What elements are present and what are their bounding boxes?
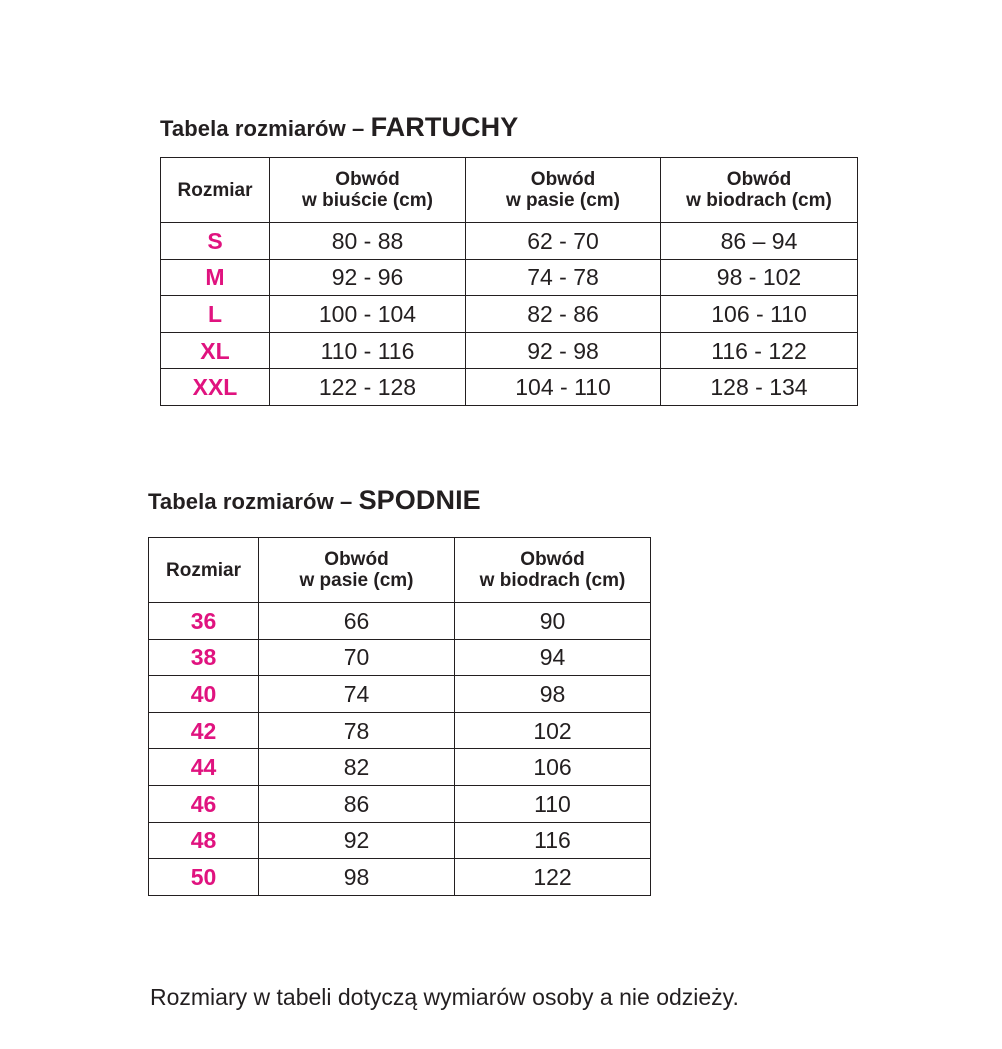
column-header-line1: Obwód [726, 169, 792, 190]
table-row [161, 332, 858, 369]
column-header [466, 158, 661, 223]
measurement-cell: 74 - 78 [466, 259, 661, 296]
table-row [149, 639, 651, 676]
column-header-line2: w biuście (cm) [302, 190, 433, 211]
column-header-line1: Obwód [324, 549, 389, 570]
column-header-line2: w biodrach (cm) [479, 570, 626, 591]
spodnie-size-table [148, 537, 651, 896]
size-label: 42 [149, 712, 259, 749]
measurement-cell: 116 [455, 822, 651, 859]
measurement-cell: 122 - 128 [270, 369, 466, 406]
size-label: S [161, 223, 270, 260]
spodnie-title-prefix: Tabela rozmiarów – [148, 489, 359, 514]
measurement-cell: 90 [455, 603, 651, 640]
size-label: XL [161, 332, 270, 369]
column-header-line1: Rozmiar [166, 559, 241, 581]
fartuchy-title-prefix: Tabela rozmiarów – [160, 116, 371, 141]
measurement-cell: 104 - 110 [466, 369, 661, 406]
measurement-cell: 98 - 102 [661, 259, 858, 296]
measurement-cell: 106 [455, 749, 651, 786]
measurement-cell: 92 - 96 [270, 259, 466, 296]
fartuchy-title-name: FARTUCHY [370, 112, 519, 142]
measurement-cell: 86 – 94 [661, 223, 858, 260]
table-row [161, 223, 858, 260]
measurement-cell: 116 - 122 [661, 332, 858, 369]
size-label: 38 [149, 639, 259, 676]
table-row [149, 603, 651, 640]
measurement-cell: 110 [455, 785, 651, 822]
size-label: 44 [149, 749, 259, 786]
fartuchy-table-title [160, 112, 518, 144]
header-row [161, 158, 858, 223]
measurement-cell: 66 [259, 603, 455, 640]
table-row [161, 296, 858, 333]
column-header-line2: w pasie (cm) [505, 190, 621, 211]
measurement-cell: 128 - 134 [661, 369, 858, 406]
table-row [149, 749, 651, 786]
size-label: 46 [149, 785, 259, 822]
table-row [149, 712, 651, 749]
size-label: XXL [161, 369, 270, 406]
measurement-cell: 86 [259, 785, 455, 822]
measurement-cell: 106 - 110 [661, 296, 858, 333]
column-header-line1: Obwód [520, 549, 585, 570]
measurement-cell: 122 [455, 859, 651, 896]
size-label: 40 [149, 676, 259, 713]
column-header-line1: Obwód [335, 169, 400, 190]
header-row [149, 538, 651, 603]
measurement-cell: 110 - 116 [270, 332, 466, 369]
measurement-cell: 100 - 104 [270, 296, 466, 333]
column-header [661, 158, 858, 223]
size-label: 48 [149, 822, 259, 859]
measurement-cell: 94 [455, 639, 651, 676]
column-header [149, 538, 259, 603]
measurement-cell: 62 - 70 [466, 223, 661, 260]
spodnie-table-title [148, 485, 481, 517]
measurement-cell: 74 [259, 676, 455, 713]
column-header [455, 538, 651, 603]
column-header [259, 538, 455, 603]
measurement-cell: 92 - 98 [466, 332, 661, 369]
table-row [149, 785, 651, 822]
table-row [149, 822, 651, 859]
spodnie-title-name: SPODNIE [358, 485, 481, 515]
column-header [161, 158, 270, 223]
fartuchy-size-table [160, 157, 858, 406]
table-row [161, 369, 858, 406]
table-row [161, 259, 858, 296]
measurement-cell: 82 - 86 [466, 296, 661, 333]
size-label: 50 [149, 859, 259, 896]
column-header-line1: Rozmiar [177, 179, 253, 201]
measurement-cell: 98 [455, 676, 651, 713]
size-label: 36 [149, 603, 259, 640]
table-row [149, 676, 651, 713]
measurement-cell: 98 [259, 859, 455, 896]
measurement-cell: 70 [259, 639, 455, 676]
measurement-cell: 92 [259, 822, 455, 859]
measurement-cell: 102 [455, 712, 651, 749]
size-label: L [161, 296, 270, 333]
table-row [149, 859, 651, 896]
measurement-cell: 80 - 88 [270, 223, 466, 260]
footer-note: Rozmiary w tabeli dotyczą wymiarów osoby a nie odzieży. [150, 984, 739, 1010]
column-header-line2: w pasie (cm) [299, 570, 414, 591]
measurement-cell: 82 [259, 749, 455, 786]
size-label: M [161, 259, 270, 296]
column-header-line1: Obwód [530, 169, 596, 190]
column-header [270, 158, 466, 223]
column-header-line2: w biodrach (cm) [686, 190, 832, 211]
measurement-cell: 78 [259, 712, 455, 749]
